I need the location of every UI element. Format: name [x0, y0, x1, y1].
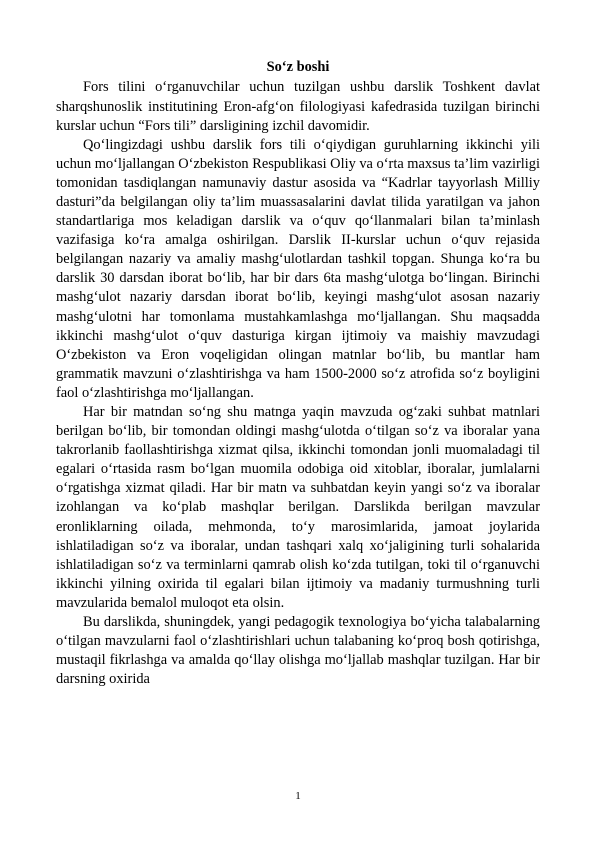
page-number: 1	[295, 790, 301, 802]
page-title: So‘z boshi	[266, 59, 330, 75]
paragraph-2: Qo‘lingizdagi ushbu darslik fors tili o‘qiydigan guruhlarning ikkinchi yili uchun mo‘ljallangan O‘zbekiston Respublikasi Oliy va o‘rta maxsus ta’lim vazirligi tomonidan tasdiqlangan namunaviy dastur asosida va “Kadrlar tayyorlash Milliy dasturi”da belgilangan oliy ta’lim muassasalarini davlat tilida yaratilgan va jahon standartlariga mos keladigan darslik va o‘quv qo‘llanmalari bilan ta’minlash vazifasiga ko‘ra amalga oshirilgan. Darslik II-kurslar uchun o‘quv rejasida belgilangan nazariy va amaliy mashg‘ulotlardan tashkil topgan. Shunga ko‘ra bu darslik 30 darsdan iborat bo‘lib, har bir dars 6ta mashg‘ulotga bo‘lingan. Birinchi mashg‘ulot nazariy darsdan iborat bo‘lib, keyingi mashg‘ulot asosan nazariy mashg‘ulotni har tomonlama mustahkamlashga mo‘ljallangan. Shu maqsadda ikkinchi mashg‘ulot o‘quv dasturiga kirgan ijtimoiy va maishiy mavzudagi O‘zbekiston va Eron voqeligidan olingan matnlar bo‘lib, bu mantlar ham grammatik mavzuni o‘zlashtirishga va ham 1500-2000 so‘z atrofida so‘z boyligini faol o‘zlashtirishga mo‘ljallangan.	[56, 136, 540, 401]
paragraph-3: Har bir matndan so‘ng shu matnga yaqin mavzuda og‘zaki suhbat matnlari berilgan bo‘lib, bir tomondan oldingi mashg‘ulotda o‘tilgan so‘z va iboralar yana takrorlanib faollashtirishga xizmat qilsa, ikkinchi tomondan jonli muomaladagi til egalari o‘rtasida rasm bo‘lgan muomila odobiga oid xitoblar, iboralar, jumlalarni o‘rgatishga xizmat qiladi. Har bir matn va suhbatdan keyin yangi so‘z va iboralar izohlangan va ko‘plab mashqlar berilgan. Darslikda berilgan mavzular eronliklarning oilada, mehmonda, to‘y marosimlarida, jamoat joylarida ishlatiladigan so‘z va iboralar, undan tashqari xalq xo‘jaligining turli sohalarida ishlatiladigan so‘z va terminlarni qamrab olish ko‘zda tutilgan, toki til o‘rganuvchi ikkinchi yilning oxirida til egalari bilan ijtimoiy va madaniy turmushning turli mavzularida bemalol muloqot eta olsin.	[56, 404, 540, 611]
paragraph-4: Bu darslikda, shuningdek, yangi pedagogik texnologiya bo‘yicha talabalarning o‘tilgan mavzularni faol o‘zlashtirishlari uchun talabaning ko‘proq bosh qotirishga, mustaqil fikrlashga va amalda qo‘llay olishga mo‘ljallab mashqlar tuzilgan. Har bir darsning oxirida	[56, 614, 540, 688]
paragraph-1: Fors tilini o‘rganuvchilar uchun tuzilgan ushbu darslik Toshkent davlat sharqshunoslik institutining Eron-afg‘on filologiyasi kafedrasida tuzilgan birinchi kurslar uchun “Fors tili” darsligining izchil davomidir.	[56, 79, 540, 134]
